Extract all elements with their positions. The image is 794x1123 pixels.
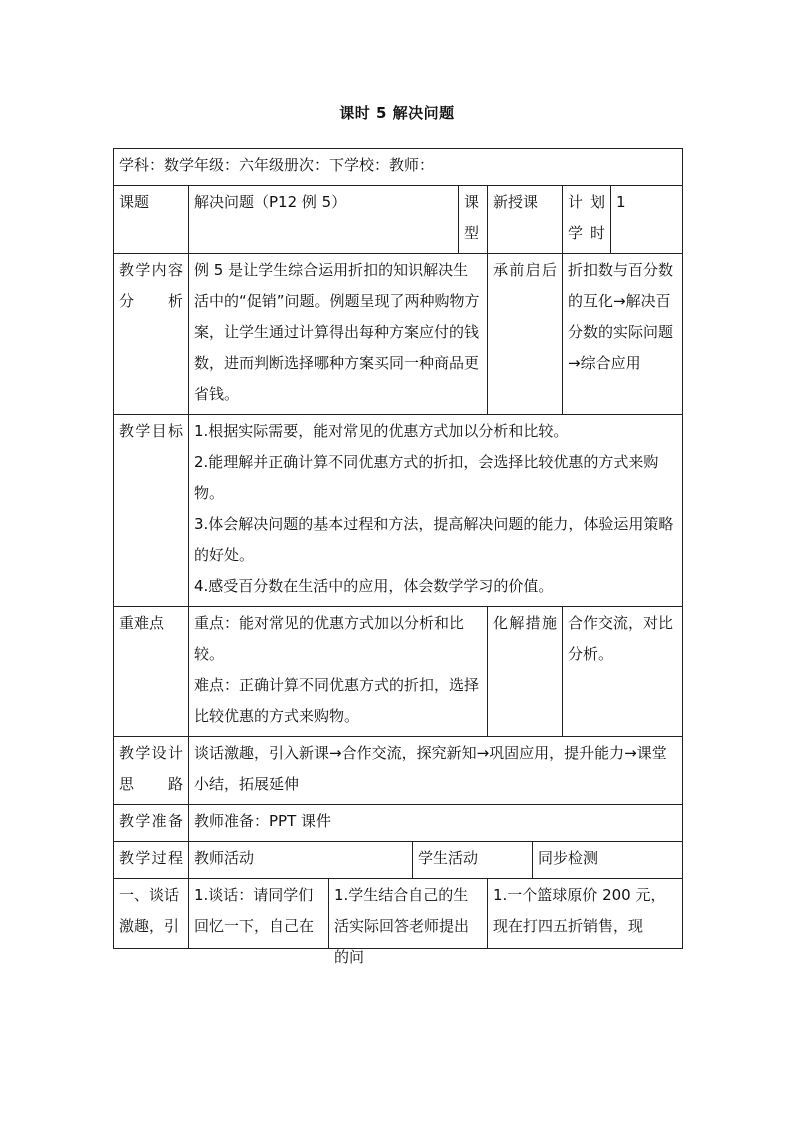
info-row xyxy=(114,149,683,186)
step-label xyxy=(114,879,189,949)
design-label: 教学设计思路 xyxy=(114,737,189,805)
process-header-row xyxy=(114,842,683,879)
goals-row xyxy=(114,415,683,607)
continuity-value: 折扣数与百分数的互化→解决百分数的实际问题→综合应用 xyxy=(563,254,683,415)
analysis-label: 教学内容分析 xyxy=(114,254,189,415)
goal-item: 1.根据实际需要，能对常见的优惠方式加以分析和比较。 xyxy=(194,422,569,440)
preparation-label: 教学准备 xyxy=(114,805,189,842)
resolution-value: 合作交流，对比分析。 xyxy=(563,607,683,737)
analysis-content: 例 5 是让学生综合运用折扣的知识解决生活中的“促销”问题。例题呈现了两种购物方案，让学生通过计算得出每种方案应付的钱数，进而判断选择哪种方案买同一种商品更省钱。 xyxy=(189,254,488,415)
step-label-text: 一、谈话激趣，引 xyxy=(119,886,180,935)
analysis-row xyxy=(114,254,683,415)
process-label: 教学过程 xyxy=(114,842,189,879)
info-line: 学科：数学年级：六年级册次：下学校：教师： xyxy=(114,149,683,186)
topic-row xyxy=(114,186,683,254)
student-activity-header: 学生活动 xyxy=(413,842,533,879)
topic-value: 解决问题（P12 例 5） xyxy=(189,186,459,254)
goal-item: 2.能理解并正确计算不同优惠方式的折扣，会选择比较优惠的方式来购物。 xyxy=(194,453,659,502)
continuity-label: 承前启后 xyxy=(488,254,563,415)
resolution-label: 化解措施 xyxy=(488,607,563,737)
lesson-type-value: 新授课 xyxy=(488,186,563,254)
lesson-plan-table xyxy=(113,148,683,966)
planned-hours-value: 1 xyxy=(611,186,683,254)
goals-content xyxy=(189,415,683,607)
key-points-content xyxy=(189,607,488,737)
key-point: 重点：能对常见的优惠方式加以分析和比较。 xyxy=(194,614,465,663)
key-points-label: 重难点 xyxy=(114,607,189,737)
step-teacher-activity xyxy=(189,879,329,949)
goal-item: 3.体会解决问题的基本过程和方法，提高解决问题的能力，体验运用策略的好处。 xyxy=(194,515,674,564)
planned-hours-label: 计划学时 xyxy=(563,186,611,254)
step-check-text: 1.一个篮球原价 200 元，现在打四五折销售，现 xyxy=(493,886,666,935)
goals-label: 教学目标 xyxy=(114,415,189,607)
preparation-row xyxy=(114,805,683,842)
difficult-point: 难点：正确计算不同优惠方式的折扣，选择比较优惠的方式来购物。 xyxy=(194,676,480,725)
goal-item: 4.感受百分数在生活中的应用，体会数学学习的价值。 xyxy=(194,577,554,595)
step-sync-check xyxy=(488,879,683,949)
teacher-activity-header: 教师活动 xyxy=(189,842,413,879)
step-teacher-text: 1.谈话：请同学们回忆一下，自己在 xyxy=(194,886,315,935)
preparation-content: 教师准备：PPT 课件 xyxy=(189,805,683,842)
step-student-text: 1.学生结合自己的生活实际回答老师提出的问 xyxy=(334,886,470,966)
step-student-activity xyxy=(329,879,488,966)
key-points-row xyxy=(114,607,683,737)
lesson-type-label: 课型 xyxy=(459,186,488,254)
sync-check-header: 同步检测 xyxy=(533,842,683,879)
page-title: 课时 5 解决问题 xyxy=(339,104,455,122)
design-content: 谈话激趣，引入新课→合作交流，探究新知→巩固应用，提升能力→课堂小结，拓展延伸 xyxy=(189,737,683,805)
topic-label: 课题 xyxy=(114,186,189,254)
process-step-row xyxy=(114,879,683,949)
design-row xyxy=(114,737,683,805)
